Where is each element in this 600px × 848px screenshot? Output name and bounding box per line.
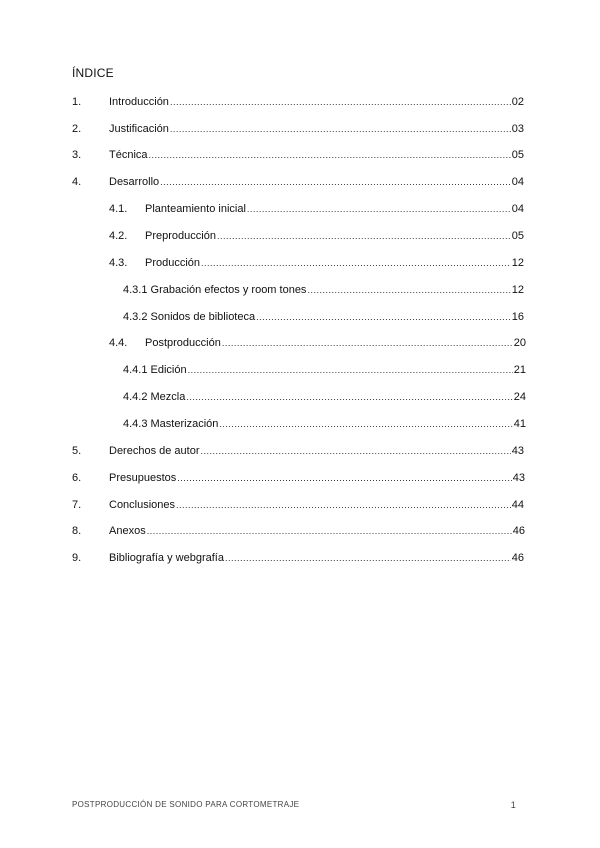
toc-entry-number: 8. (72, 525, 82, 537)
toc-entry-label: 4.3.2 Sonidos de biblioteca (123, 311, 256, 323)
toc-entry-page: 04 (511, 203, 524, 215)
toc-entry[interactable] (0, 174, 600, 190)
toc-entry-number: 4.4. (109, 337, 128, 349)
toc-entry-label: Derechos de autor (109, 445, 200, 457)
toc-entry[interactable] (0, 228, 600, 244)
toc-entry-number: 2. (72, 123, 82, 135)
toc-entry[interactable] (0, 443, 600, 459)
toc-entry[interactable] (0, 416, 600, 432)
toc-entry-number: 4.2. (109, 230, 128, 242)
dot-leader (225, 550, 511, 566)
toc-entry-number: 4.1. (109, 203, 128, 215)
dot-leader (149, 147, 511, 163)
toc-entry-page: 46 (511, 552, 524, 564)
toc-entry-number: 4.3. (109, 257, 128, 269)
toc-entry-label: Introducción (109, 96, 169, 108)
toc-entry-label: Anexos (109, 525, 146, 537)
toc-entry-label: 4.4.2 Mezcla (123, 391, 186, 403)
toc-entry-number: 9. (72, 552, 82, 564)
dot-leader (247, 201, 511, 217)
dot-leader (201, 255, 511, 271)
dot-leader (217, 228, 511, 244)
toc-entry[interactable] (0, 362, 600, 378)
toc-entry-page: 24 (513, 391, 526, 403)
toc-entry-label: Preproducción (145, 230, 216, 242)
toc-entry[interactable] (0, 309, 600, 325)
toc-entry[interactable] (0, 470, 600, 486)
footer-page-number: 1 (510, 800, 516, 810)
toc-entry[interactable] (0, 121, 600, 137)
toc-entry-page: 02 (511, 96, 524, 108)
dot-leader (176, 497, 511, 513)
dot-leader (222, 335, 513, 351)
dot-leader (188, 362, 513, 378)
toc-entry-label: Bibliografía y webgrafía (109, 552, 224, 564)
toc-entry-page: 43 (511, 445, 524, 457)
toc-entry-page: 16 (511, 311, 524, 323)
toc-entry-page: 21 (513, 364, 526, 376)
toc-entry[interactable] (0, 550, 600, 566)
toc-title: ÍNDICE (72, 66, 114, 80)
toc-entry[interactable] (0, 497, 600, 513)
toc-entry-page: 05 (511, 149, 524, 161)
dot-leader (256, 309, 511, 325)
toc-entry-label: 4.4.1 Edición (123, 364, 187, 376)
toc-entry[interactable] (0, 94, 600, 110)
toc-entry-page: 20 (513, 337, 526, 349)
toc-entry[interactable] (0, 335, 600, 351)
toc-entry-number: 3. (72, 149, 82, 161)
toc-entry[interactable] (0, 389, 600, 405)
toc-entry-label: Postproducción (145, 337, 221, 349)
toc-entry-number: 1. (72, 96, 82, 108)
toc-entry-page: 05 (511, 230, 524, 242)
dot-leader (170, 94, 511, 110)
toc-entry[interactable] (0, 282, 600, 298)
toc-entry[interactable] (0, 523, 600, 539)
dot-leader (201, 443, 511, 459)
toc-entry-page: 03 (511, 123, 524, 135)
toc-entry-page: 41 (513, 418, 526, 430)
dot-leader (160, 174, 511, 190)
toc-entry-page: 12 (511, 257, 524, 269)
toc-entry-page: 12 (511, 284, 524, 296)
footer-document-title: POSTPRODUCCIÓN DE SONIDO PARA CORTOMETRAJE (72, 800, 300, 809)
toc-entry-number: 4. (72, 176, 82, 188)
dot-leader (219, 416, 512, 432)
dot-leader (170, 121, 511, 137)
toc-entry-label: 4.4.3 Masterización (123, 418, 219, 430)
toc-entry-page: 46 (512, 525, 525, 537)
dot-leader (186, 389, 512, 405)
toc-entry-page: 44 (511, 499, 524, 511)
toc-entry-number: 7. (72, 499, 82, 511)
toc-entry-page: 43 (512, 472, 525, 484)
toc-entry-label: Conclusiones (109, 499, 176, 511)
toc-entry[interactable] (0, 201, 600, 217)
toc-entry-number: 6. (72, 472, 82, 484)
toc-entry-number: 5. (72, 445, 82, 457)
toc-entry[interactable] (0, 147, 600, 163)
toc-entry-page: 04 (511, 176, 524, 188)
toc-entry[interactable] (0, 255, 600, 271)
toc-entry-label: 4.3.1 Grabación efectos y room tones (123, 284, 307, 296)
toc-entry-label: Planteamiento inicial (145, 203, 246, 215)
toc-entry-label: Justificación (109, 123, 169, 135)
dot-leader (177, 470, 511, 486)
toc-entry-label: Producción (145, 257, 201, 269)
toc-entry-label: Presupuestos (109, 472, 177, 484)
toc-entry-label: Técnica (109, 149, 148, 161)
dot-leader (147, 523, 512, 539)
toc-entry-label: Desarrollo (109, 176, 160, 188)
dot-leader (307, 282, 510, 298)
